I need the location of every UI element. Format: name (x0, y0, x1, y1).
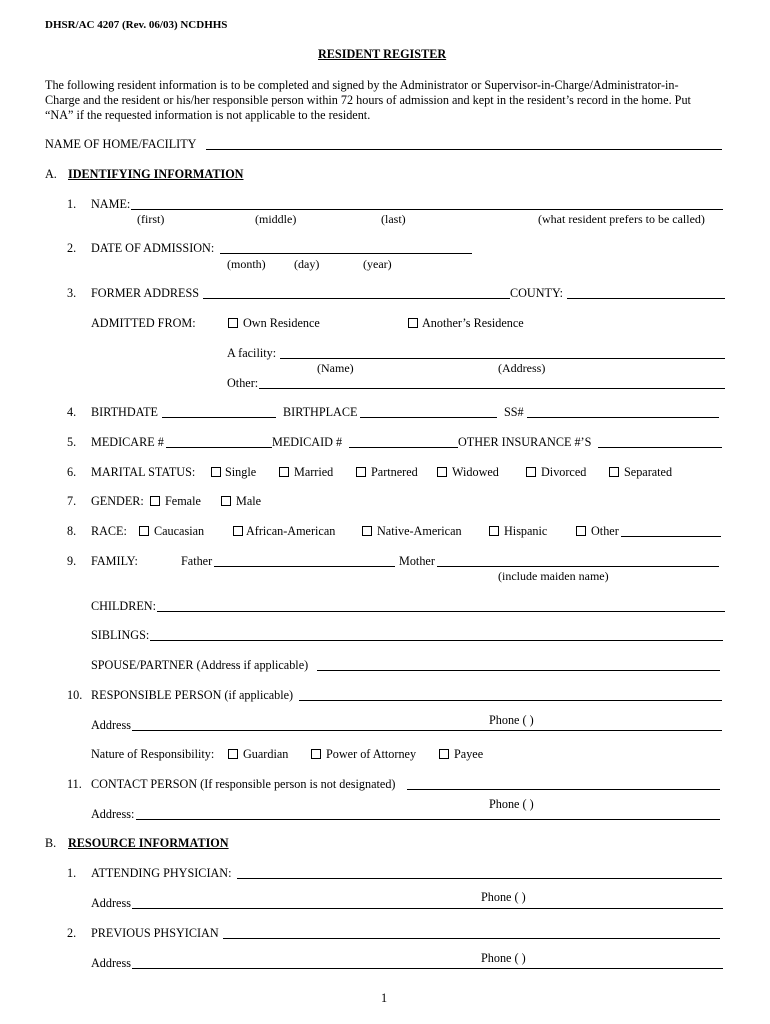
item-number-2: 2. (67, 241, 77, 255)
other-admitted-field[interactable] (259, 388, 725, 389)
spouse-label: SPOUSE/PARTNER (Address if applicable) (91, 658, 309, 672)
admission-sub-year: (year) (363, 257, 392, 271)
single-checkbox[interactable] (211, 467, 221, 477)
item-number-10: 10. (67, 688, 83, 702)
item-number-5: 5. (67, 435, 77, 449)
separated-label: Separated (624, 465, 673, 479)
birthplace-field[interactable] (360, 417, 497, 418)
african-american-checkbox[interactable] (233, 526, 243, 536)
native-american-label: Native-American (377, 524, 462, 538)
attending-address-label: Address (91, 896, 131, 910)
county-label: COUNTY: (510, 286, 564, 300)
caucasian-label: Caucasian (154, 524, 205, 538)
other-race-field[interactable] (621, 536, 721, 537)
previous-address-label: Address (91, 956, 131, 970)
form-id: DHSR/AC 4207 (Rev. 06/03) NCDHHS (45, 19, 228, 31)
birthplace-label: BIRTHPLACE (283, 405, 358, 419)
contact-address-label: Address: (91, 807, 135, 821)
facility-name-field[interactable] (280, 358, 725, 359)
intro-text-line3: “NA” if the requested information is not applicable to the resident. (45, 108, 371, 122)
attending-phone-label: Phone ( ) (481, 890, 526, 904)
responsible-person-label: RESPONSIBLE PERSON (if applicable) (91, 688, 294, 702)
other-admitted-label: Other: (227, 376, 259, 390)
intro-text-line2: Charge and the resident or his/her responsible person within 72 hours of admission and kept in the resident’s record in the home. Put (45, 93, 691, 107)
medicare-label: MEDICARE # (91, 435, 164, 449)
other-insurance-field[interactable] (598, 447, 722, 448)
item-number-6: 6. (67, 465, 77, 479)
county-field[interactable] (567, 298, 725, 299)
facility-sub-name: (Name) (317, 361, 354, 375)
partnered-checkbox[interactable] (356, 467, 366, 477)
other-race-checkbox[interactable] (576, 526, 586, 536)
contact-person-label: CONTACT PERSON (If responsible person is not designated) (91, 777, 396, 791)
name-field[interactable] (131, 209, 723, 210)
maiden-name-note: (include maiden name) (498, 569, 609, 583)
contact-phone-label: Phone ( ) (489, 797, 534, 811)
medicaid-field[interactable] (349, 447, 458, 448)
spouse-field[interactable] (317, 670, 720, 671)
hispanic-checkbox[interactable] (489, 526, 499, 536)
facility-label: NAME OF HOME/FACILITY (45, 137, 197, 151)
children-label: CHILDREN: (91, 599, 156, 613)
another-residence-label: Another’s Residence (422, 316, 524, 330)
divorced-label: Divorced (541, 465, 587, 479)
other-race-label: Other (591, 524, 619, 538)
responsible-person-field[interactable] (299, 700, 722, 701)
attending-physician-field[interactable] (237, 878, 722, 879)
contact-address-field[interactable] (136, 819, 720, 820)
item-number-b1: 1. (67, 866, 77, 880)
power-of-attorney-label: Power of Attorney (326, 747, 417, 761)
name-label: NAME: (91, 197, 131, 211)
married-label: Married (294, 465, 334, 479)
medicaid-label: MEDICAID # (272, 435, 343, 449)
attending-physician-label: ATTENDING PHYSICIAN: (91, 866, 232, 880)
single-label: Single (225, 465, 257, 479)
item-number-8: 8. (67, 524, 77, 538)
name-sub-last: (last) (381, 212, 406, 226)
male-label: Male (236, 494, 262, 508)
female-checkbox[interactable] (150, 496, 160, 506)
former-address-label: FORMER ADDRESS (91, 286, 200, 300)
admission-date-field[interactable] (220, 253, 472, 254)
previous-physician-label: PREVIOUS PHSYICIAN (91, 926, 219, 940)
previous-address-field[interactable] (132, 968, 723, 969)
native-american-checkbox[interactable] (362, 526, 372, 536)
father-field[interactable] (214, 566, 395, 567)
nature-responsibility-label: Nature of Responsibility: (91, 747, 215, 761)
payee-checkbox[interactable] (439, 749, 449, 759)
intro-text-line1: The following resident information is to be completed and signed by the Administrator or Supervisor-in-Charge/Administrator-in- (45, 78, 679, 92)
admission-label: DATE OF ADMISSION: (91, 241, 215, 255)
item-number-b2: 2. (67, 926, 77, 940)
page-title: RESIDENT REGISTER (318, 47, 447, 61)
divorced-checkbox[interactable] (526, 467, 536, 477)
gender-label: GENDER: (91, 494, 144, 508)
widowed-checkbox[interactable] (437, 467, 447, 477)
item-number-7: 7. (67, 494, 77, 508)
father-label: Father (181, 554, 213, 568)
guardian-label: Guardian (243, 747, 289, 761)
previous-physician-field[interactable] (223, 938, 720, 939)
own-residence-label: Own Residence (243, 316, 320, 330)
section-a-title: IDENTIFYING INFORMATION (68, 167, 244, 181)
section-b-title: RESOURCE INFORMATION (68, 836, 229, 850)
race-label: RACE: (91, 524, 127, 538)
married-checkbox[interactable] (279, 467, 289, 477)
separated-checkbox[interactable] (609, 467, 619, 477)
another-residence-checkbox[interactable] (408, 318, 418, 328)
item-number-1: 1. (67, 197, 77, 211)
birthdate-field[interactable] (162, 417, 276, 418)
ss-label: SS# (504, 405, 524, 419)
hispanic-label: Hispanic (504, 524, 548, 538)
ss-field[interactable] (527, 417, 719, 418)
responsible-phone-label: Phone ( ) (489, 713, 534, 727)
female-label: Female (165, 494, 201, 508)
partnered-label: Partnered (371, 465, 418, 479)
section-a-letter: A. (45, 167, 57, 181)
widowed-label: Widowed (452, 465, 499, 479)
page-number: 1 (381, 991, 388, 1005)
facility-option-label: A facility: (227, 346, 277, 360)
former-address-field[interactable] (203, 298, 510, 299)
payee-label: Payee (454, 747, 484, 761)
name-sub-prefers: (what resident prefers to be called) (538, 212, 705, 226)
children-field[interactable] (157, 611, 725, 612)
item-number-3: 3. (67, 286, 77, 300)
siblings-field[interactable] (150, 640, 723, 641)
item-number-11: 11. (67, 777, 82, 791)
previous-phone-label: Phone ( ) (481, 951, 526, 965)
admission-sub-month: (month) (227, 257, 266, 271)
facility-sub-address: (Address) (498, 361, 546, 375)
facility-field[interactable] (206, 149, 722, 150)
own-residence-checkbox[interactable] (228, 318, 238, 328)
marital-status-label: MARITAL STATUS: (91, 465, 196, 479)
power-of-attorney-checkbox[interactable] (311, 749, 321, 759)
admitted-from-label: ADMITTED FROM: (91, 316, 196, 330)
item-number-4: 4. (67, 405, 77, 419)
male-checkbox[interactable] (221, 496, 231, 506)
contact-person-field[interactable] (407, 789, 720, 790)
african-american-label: African-American (246, 524, 336, 538)
other-insurance-label: OTHER INSURANCE #’S (458, 435, 592, 449)
name-sub-first: (first) (137, 212, 165, 226)
responsible-address-label: Address (91, 718, 131, 732)
attending-address-field[interactable] (132, 908, 723, 909)
mother-label: Mother (399, 554, 435, 568)
item-number-9: 9. (67, 554, 77, 568)
medicare-field[interactable] (166, 447, 272, 448)
mother-field[interactable] (437, 566, 719, 567)
guardian-checkbox[interactable] (228, 749, 238, 759)
family-label: FAMILY: (91, 554, 138, 568)
section-b-letter: B. (45, 836, 57, 850)
siblings-label: SIBLINGS: (91, 628, 150, 642)
responsible-address-field[interactable] (132, 730, 722, 731)
name-sub-middle: (middle) (255, 212, 297, 226)
birthdate-label: BIRTHDATE (91, 405, 158, 419)
admission-sub-day: (day) (294, 257, 320, 271)
caucasian-checkbox[interactable] (139, 526, 149, 536)
